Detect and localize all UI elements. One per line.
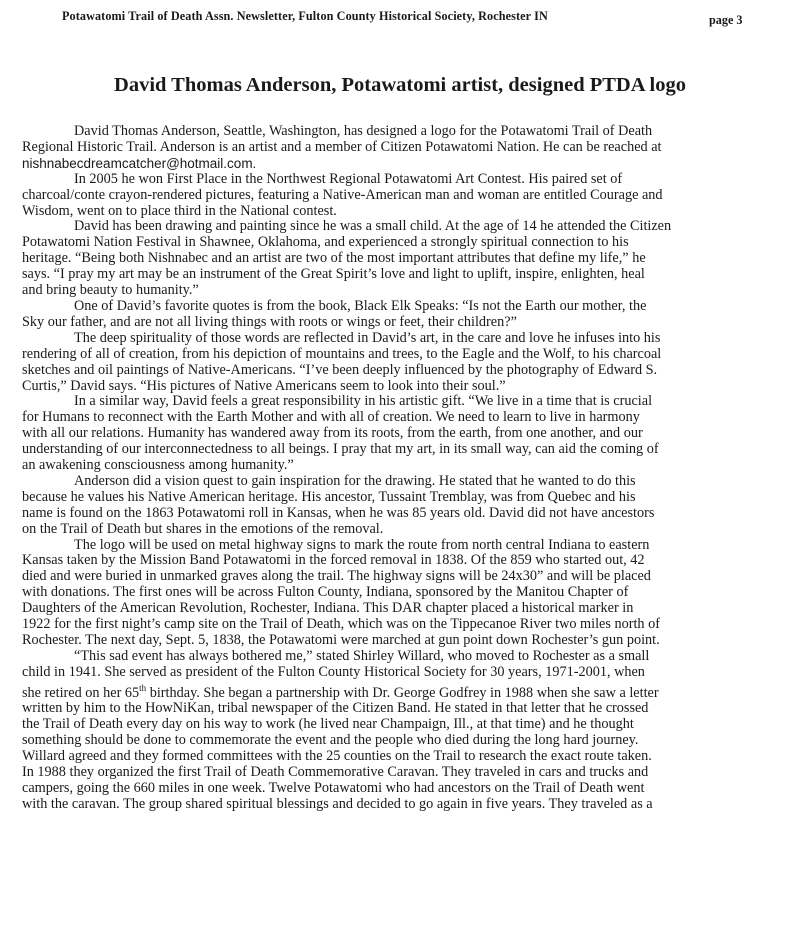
running-header: Potawatomi Trail of Death Assn. Newsletter, Fulton County Historical Society, Rochester IN <box>62 9 548 23</box>
paragraph <box>22 331 782 395</box>
text-line: Rochester. The next day, Sept. 5, 1838, the Potawatomi were marched at gun point down Rochester’s gun point. <box>22 633 660 648</box>
text-line: Sky our father, and are not all living things with roots or wings or feet, their children?” <box>22 314 517 330</box>
text-line: understanding of our interconnectedness to all beings. I pray that my art, in its small way, can aid the coming of <box>22 442 659 458</box>
text-line: In a similar way, David feels a great responsibility in his artistic gift. “We live in a time that is crucial <box>74 394 653 410</box>
text-line: “This sad event has always bothered me,” stated Shirley Willard, who moved to Rochester as a small <box>74 648 650 664</box>
text-line: died and were buried in unmarked graves along the trail. The highway signs will be 24x30” and will be placed <box>22 569 651 585</box>
text-line: she retired on her 65th birthday. She began a partnership with Dr. George Godfrey in 1988 when she saw a letter <box>22 682 659 701</box>
page-number: page 3 <box>709 13 743 27</box>
text-line: Kansas taken by the Mission Band Potawatomi in the forced removal in 1838. Of the 859 who started out, 42 <box>22 553 645 569</box>
text-line: child in 1941. She served as president of the Fulton County Historical Society for 30 years, 1971-2001, when <box>22 664 645 680</box>
text-line: and bring beauty to humanity.” <box>22 283 199 299</box>
text-line: The deep spirituality of those words are reflected in David’s art, in the care and love he infuses into his <box>74 330 661 346</box>
text-line: name is found on the 1863 Potawatomi roll in Kansas, when he was 85 years old. David did not have ancestors <box>22 505 655 521</box>
text-line: Wisdom, went on to place third in the National contest. <box>22 203 337 219</box>
text-line: because he values his Native American heritage. His ancestor, Tussaint Tremblay, was from Quebec and his <box>22 489 636 505</box>
paragraph <box>22 172 782 220</box>
text-line: Willard agreed and they formed committees with the 25 counties on the Trail to research the exact route taken. <box>22 749 652 765</box>
text-line: with all our relations. Humanity has wandered away from its roots, from the earth, from one another, and our <box>22 426 643 442</box>
text-line: In 2005 he won First Place in the Northwest Regional Potawatomi Art Contest. His paired set of <box>74 171 623 187</box>
text-line: Curtis,” David says. “His pictures of Native Americans seem to look into their soul.” <box>22 378 506 394</box>
text-line: Potawatomi Nation Festival in Shawnee, Oklahoma, and experienced a strongly spiritual connection to his <box>22 235 629 251</box>
text-line: on the Trail of Death but shares in the emotions of the removal. <box>22 521 384 537</box>
article-headline: David Thomas Anderson, Potawatomi artist, designed PTDA logo <box>114 74 686 96</box>
text-line: 1922 for the first night’s camp site on the Trail of Death, which was on the Tippecanoe River two miles north of <box>22 617 660 633</box>
text-line: David Thomas Anderson, Seattle, Washington, has designed a logo for the Potawatomi Trail of Death <box>74 124 653 139</box>
text-line: something should be done to commemorate the event and the people who died during the long hard journey. <box>22 733 639 749</box>
paragraph <box>22 649 782 813</box>
article-body <box>22 124 782 813</box>
paragraph <box>22 299 782 331</box>
text-line: with the caravan. The group shared spiritual blessings and decided to go again in five years. They traveled as a <box>22 796 653 812</box>
text-line: David has been drawing and painting since he was a small child. At the age of 14 he attended the Citizen <box>74 219 672 235</box>
text-line: Regional Historic Trail. Anderson is an artist and a member of Citizen Potawatomi Nation. He can be reached at <box>22 139 662 155</box>
paragraph <box>22 474 782 538</box>
article-paragraphs <box>22 172 782 813</box>
paragraph <box>22 219 782 299</box>
text-line: with donations. The first ones will be across Fulton County, Indiana, sponsored by the Manitou Chapter of <box>22 585 629 601</box>
text-line: says. “I pray my art may be an instrument of the Great Spirit’s love and light to uplift, inspire, enlighten, heal <box>22 267 645 283</box>
paragraph <box>22 538 782 649</box>
text-line: Daughters of the American Revolution, Rochester, Indiana. This DAR chapter placed a historical marker in <box>22 601 634 617</box>
text-line: heritage. “Being both Nishnabec and an artist are two of the most important attributes that define my life,” he <box>22 251 646 267</box>
text-line: Anderson did a vision quest to gain inspiration for the drawing. He stated that he wanted to do this <box>74 473 636 489</box>
paragraph <box>22 124 782 172</box>
text-line: an awakening consciousness among humanity.” <box>22 458 294 474</box>
text-line: the Trail of Death every day on his way to work (he lived near Champaign, Ill., at that time) and he thought <box>22 717 634 733</box>
text-line: charcoal/conte crayon-rendered pictures, featuring a Native-American man and woman are entitled Courage and <box>22 187 663 203</box>
text-line: rendering of all of creation, from his depiction of mountains and trees, to the Eagle and the Wolf, to his charcoal <box>22 346 662 362</box>
text-line: The logo will be used on metal highway signs to mark the route from north central Indiana to eastern <box>74 537 650 553</box>
text-line: written by him to the HowNiKan, tribal newspaper of the Citizen Band. He stated in that letter that he crossed <box>22 701 649 717</box>
text-line: One of David’s favorite quotes is from the book, Black Elk Speaks: “Is not the Earth our mother, the <box>74 298 647 314</box>
text-line: sketches and oil paintings of Native-Americans. “I’ve been deeply influenced by the photography of Edward S. <box>22 362 658 378</box>
text-line: campers, going the 660 miles in one week. Twelve Potawatomi who had ancestors on the Trail of Death went <box>22 780 645 796</box>
text-line: for Humans to reconnect with the Earth Mother and with all of creation. We need to learn to live in harmony <box>22 410 640 426</box>
email-address: nishnabecdreamcatcher@hotmail.com. <box>22 155 257 171</box>
text-line: In 1988 they organized the first Trail of Death Commemorative Caravan. They traveled in cars and trucks and <box>22 765 649 780</box>
paragraph <box>22 394 782 474</box>
